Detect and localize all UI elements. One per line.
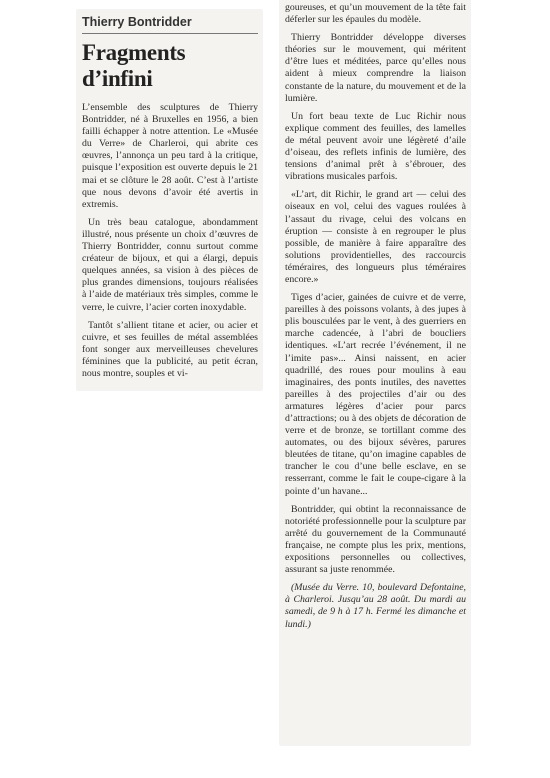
paragraph: Un très beau catalogue, abondamment illustré, nous présente un choix d’œuvres de Thierry Bontridder, connu surtout comme créateur de bijoux, et qui a élargi, depuis quelques années, sa vision à des pièces de plus grandes dimensions, toujours réalisées à l’aide de matériaux très simples, comme le verre, le cuivre, l’acier corten inoxydable.	[82, 216, 258, 313]
paragraph: Thierry Bontridder développe diverses théories sur le mouvement, qui méritent d’être lues et méditées, parce qu’elles nous aident à mieux comprendre la liaison constante de la nature, du mouvement et de la lumière.	[285, 32, 466, 104]
exhibition-info: (Musée du Verre. 10, boulevard Defontaine, à Charleroi. Jusqu’au 28 août. Du mardi au samedi, de 9 h à 17 h. Fermé les dimanche et lundi.)	[285, 582, 466, 630]
article-column-right	[280, 0, 470, 745]
paragraph: Un fort beau texte de Luc Richir nous explique comment des feuilles, des lamelles de métal peuvent avoir une légèreté d’aile d’oiseau, des reflets infinis de lumière, des tensions d’animal prêt à s’ébrouer, des vibrations musicales parfois.	[285, 110, 466, 183]
paragraph: Tiges d’acier, gainées de cuivre et de verre, pareilles à des poissons volants, à des jupes à plis bousculées par le vent, à des guerriers en marche cadencée, à l’abri de boucliers identiques. «L’art recrée l’événement, il ne l’imite pas»... Ainsi naissent, en acier quadrillé, des roues pour moulins à eau imaginaires, des ponts inutiles, des navettes pareilles à des projectiles d’air ou des armatures légères d’acier pour parcs d’attractions; ou à des objets de décoration de verre et de bronze, se tortillant comme des automates, ou des bijoux sévères, parures bleutées de titane, qu’on imagine capables de trancher le cou d’une belle esclave, en se resserrant, comme le fait le coupe-cigare à la pointe d’un havane...	[285, 292, 466, 497]
paragraph: L’ensemble des sculptures de Thierry Bontridder, né à Bruxelles en 1956, a bien failli échapper à notre attention. Le «Musée du Verre» de Charleroi, qui abrite ces œuvres, l’annonça un peu tard à la critique, puisque l’exposition est ouverte depuis le 21 mai et se clôture le 28 août. C’est à l’artiste que nous devons d’avoir été avertis in extremis.	[82, 102, 258, 210]
article-column-left	[77, 10, 262, 390]
article-byline: Thierry Bontridder	[82, 12, 258, 34]
paragraph: Tantôt s’allient titane et acier, ou acier et cuivre, et ses feuilles de métal assemblées font songer aux merveilleuses chevelures féminines que la publicité, au petit écran, nous montre, souples et vi-	[82, 319, 258, 379]
paragraph: Bontridder, qui obtint la reconnaissance de notoriété professionnelle pour la sculpture par arrêté du gouvernement de la Communauté française, ne compte plus les prix, mentions, expositions personnelles ou collectives, assurant sa juste renommée.	[285, 503, 466, 576]
paragraph: goureuses, et qu’un mouvement de la tête fait déferler sur les épaules du modèle.	[285, 2, 466, 26]
paragraph: «L’art, dit Richir, le grand art — celui des oiseaux en vol, celui des vagues roulées à l’assaut du rivage, celui des volcans en éruption — consiste à en regrouper le plus possible, de manière à faire apparaître des solutions providentielles, des raccourcis téméraires, des longueurs plus téméraires encore.»	[285, 189, 466, 285]
article-title: Fragments d’infini	[82, 40, 186, 91]
